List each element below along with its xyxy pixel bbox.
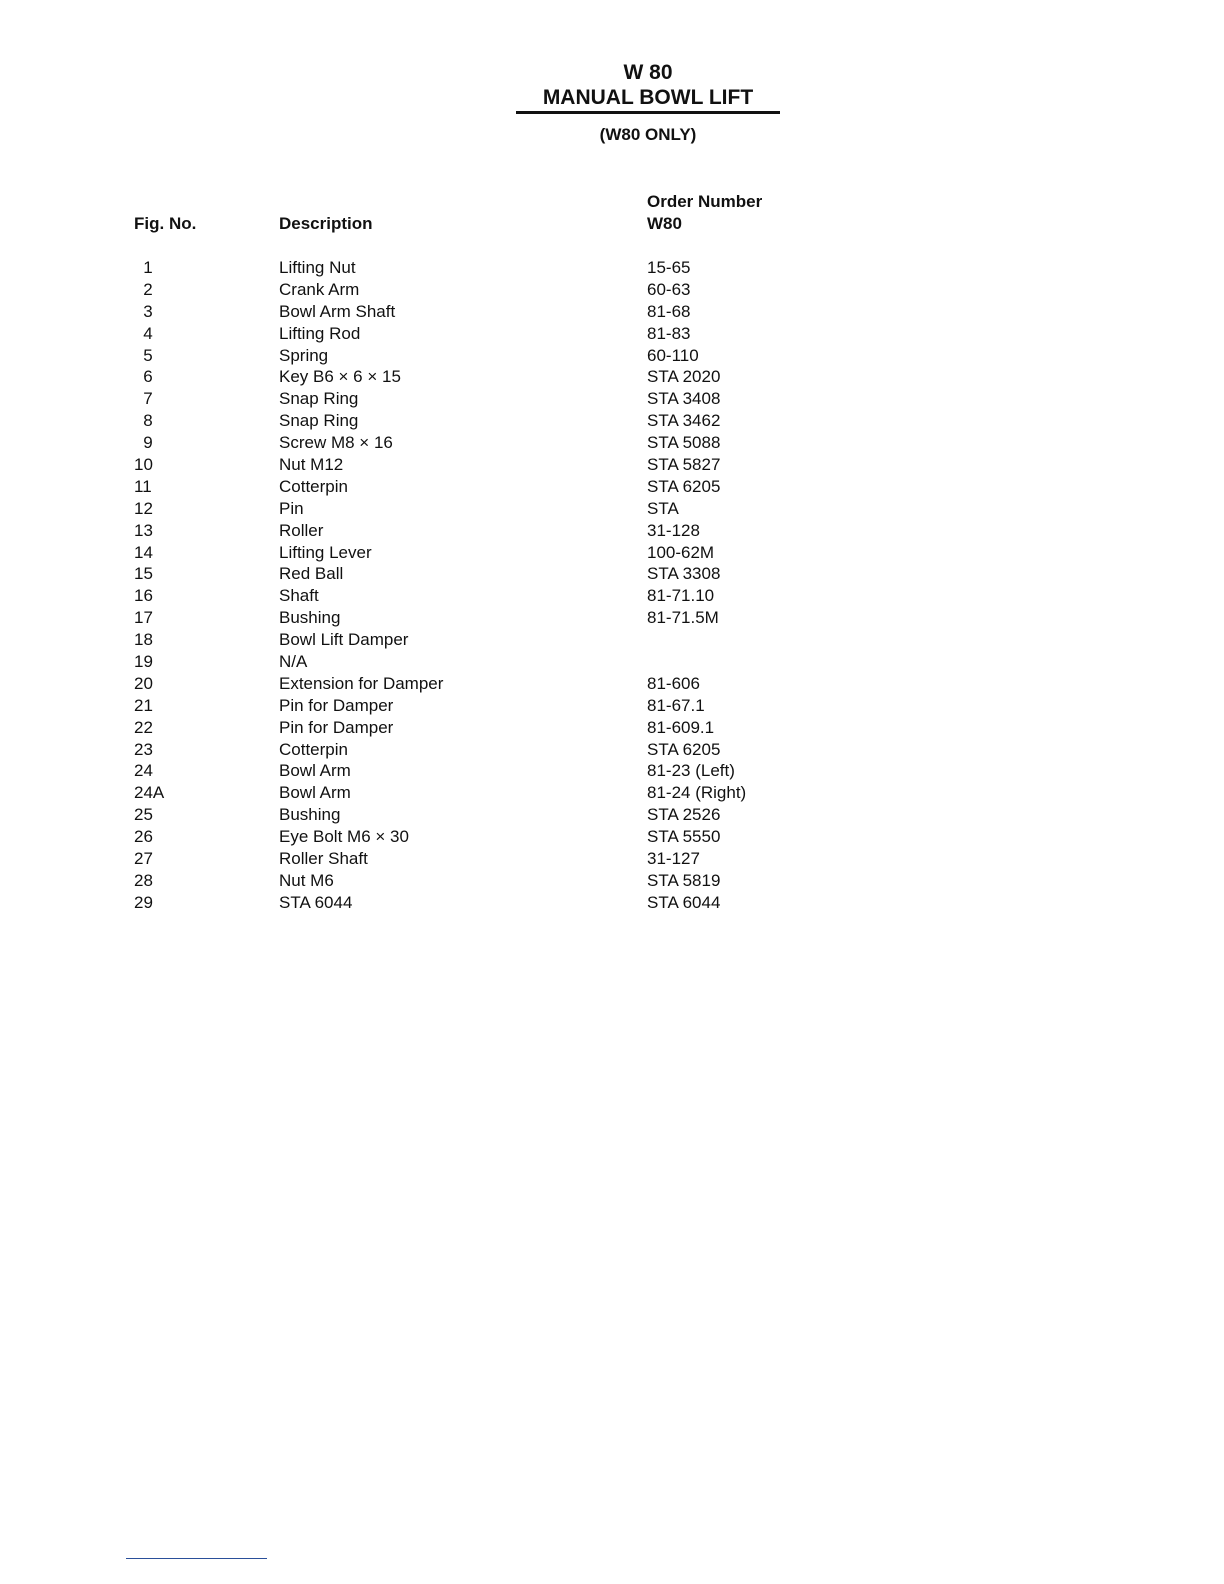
footnote-rule	[126, 1558, 267, 1559]
description-cell: Lifting Rod	[279, 323, 361, 343]
order-number-cell: STA 5819	[647, 870, 721, 890]
order-number-cell: 60-110	[647, 345, 699, 365]
header-description: Description	[279, 214, 373, 233]
order-number-cell: STA 3462	[647, 411, 721, 431]
description-cell: Shaft	[279, 586, 319, 606]
table-row	[0, 607, 1224, 629]
table-row	[0, 782, 1224, 804]
table-row	[0, 454, 1224, 476]
description-cell: STA 6044	[279, 892, 353, 912]
table-row	[0, 520, 1224, 542]
order-number-cell: STA 2020	[647, 367, 721, 387]
table-row	[0, 257, 1224, 279]
order-number-cell: 81-24 (Right)	[647, 783, 747, 803]
document-subject: MANUAL BOWL LIFT	[542, 86, 754, 109]
description-cell: Lifting Nut	[279, 258, 356, 277]
table-row	[0, 870, 1224, 892]
header-order-number-label: Order Number	[647, 192, 763, 211]
description-cell: Snap Ring	[279, 411, 359, 431]
order-number-cell: 81-609.1	[647, 717, 715, 737]
description-cell: Red Ball	[279, 564, 344, 584]
fig-no-cell: 4	[143, 323, 153, 343]
fig-no-cell: 24	[134, 761, 153, 781]
fig-no-cell: 21	[134, 695, 153, 715]
description-cell: Bowl Arm Shaft	[279, 301, 396, 321]
fig-no-cell: 10	[134, 455, 153, 475]
table-row	[0, 301, 1224, 323]
description-cell: Pin	[279, 498, 304, 518]
order-number-cell: STA 6044	[647, 892, 721, 912]
table-row	[0, 760, 1224, 782]
description-cell: Pin for Damper	[279, 717, 394, 737]
order-number-cell: STA 6205	[647, 739, 721, 759]
document-title: W 80	[623, 61, 673, 84]
description-cell: Bowl Arm	[279, 761, 351, 781]
order-number-cell: STA 5827	[647, 455, 721, 475]
order-number-cell: STA 5550	[647, 827, 721, 847]
fig-no-cell: 11	[134, 476, 152, 496]
table-row	[0, 279, 1224, 301]
table-row	[0, 739, 1224, 761]
fig-no-cell: 14	[134, 542, 153, 562]
table-row	[0, 323, 1224, 345]
fig-no-cell: 9	[143, 433, 153, 453]
order-number-cell: 81-71.5M	[647, 608, 719, 628]
table-row	[0, 804, 1224, 826]
description-cell: Bushing	[279, 608, 341, 628]
order-number-cell: STA 2526	[647, 805, 721, 825]
fig-no-cell: 27	[134, 849, 153, 869]
order-number-cell: 31-127	[647, 849, 700, 869]
order-number-cell: STA 6205	[647, 476, 721, 496]
description-cell: Roller Shaft	[279, 849, 368, 869]
table-row	[0, 651, 1224, 673]
fig-no-cell: 25	[134, 805, 153, 825]
table-row	[0, 388, 1224, 410]
table-row	[0, 673, 1224, 695]
document-subtitle: (W80 ONLY)	[599, 125, 697, 144]
order-number-cell: 81-67.1	[647, 695, 705, 715]
description-cell: Bowl Arm	[279, 783, 351, 803]
description-cell: Nut M12	[279, 455, 344, 475]
table-row	[0, 585, 1224, 607]
fig-no-cell: 29	[134, 892, 153, 912]
description-cell: Cotterpin	[279, 476, 348, 496]
fig-no-cell: 16	[134, 586, 153, 606]
order-number-cell: 81-83	[647, 323, 691, 343]
table-row	[0, 542, 1224, 564]
order-number-cell: 81-606	[647, 673, 700, 693]
order-number-cell: 81-68	[647, 301, 691, 321]
description-cell: Pin for Damper	[279, 695, 394, 715]
fig-no-cell: 6	[143, 367, 153, 387]
order-number-cell: 100-62M	[647, 542, 715, 562]
fig-no-cell: 2	[143, 279, 153, 299]
order-number-cell: 31-128	[647, 520, 700, 540]
description-cell: Cotterpin	[279, 739, 348, 759]
description-cell: Snap Ring	[279, 389, 359, 409]
title-block	[516, 60, 780, 110]
description-cell: Screw M8 × 16	[279, 433, 393, 453]
order-number-cell: STA	[647, 498, 679, 518]
fig-no-cell: 13	[134, 520, 153, 540]
fig-no-cell: 5	[143, 345, 153, 365]
fig-no-cell: 8	[143, 411, 153, 431]
fig-no-cell: 24A	[134, 783, 165, 803]
table-row	[0, 476, 1224, 498]
fig-no-cell: 1	[143, 258, 153, 277]
fig-no-cell: 15	[134, 564, 153, 584]
title-underline	[516, 111, 780, 114]
fig-no-cell: 26	[134, 827, 153, 847]
table-row	[0, 629, 1224, 651]
description-cell: Bushing	[279, 805, 341, 825]
description-cell: Nut M6	[279, 870, 334, 890]
description-cell: N/A	[279, 652, 308, 672]
order-number-cell: 81-23 (Left)	[647, 761, 735, 781]
table-row	[0, 432, 1224, 454]
fig-no-cell: 17	[134, 608, 153, 628]
description-cell: Crank Arm	[279, 279, 360, 299]
description-cell: Extension for Damper	[279, 673, 444, 693]
header-fig-no: Fig. No.	[134, 214, 197, 233]
fig-no-cell: 23	[134, 739, 153, 759]
fig-no-cell: 19	[134, 652, 153, 672]
fig-no-cell: 12	[134, 498, 153, 518]
order-number-cell: STA 3408	[647, 389, 721, 409]
fig-no-cell: 18	[134, 630, 153, 650]
fig-no-cell: 7	[143, 389, 153, 409]
table-row	[0, 410, 1224, 432]
description-cell: Roller	[279, 520, 324, 540]
table-row	[0, 498, 1224, 520]
table-row	[0, 345, 1224, 367]
description-cell: Eye Bolt M6 × 30	[279, 827, 409, 847]
order-number-cell: STA 3308	[647, 564, 721, 584]
description-cell: Spring	[279, 345, 329, 365]
order-number-cell: STA 5088	[647, 433, 721, 453]
table-row	[0, 717, 1224, 739]
table-row	[0, 563, 1224, 585]
header-order-number	[647, 191, 762, 235]
table-row	[0, 826, 1224, 848]
header-order-number-model: W80	[647, 214, 682, 233]
order-number-cell: 60-63	[647, 279, 691, 299]
fig-no-cell: 28	[134, 870, 153, 890]
table-row	[0, 366, 1224, 388]
order-number-cell: 15-65	[647, 258, 691, 277]
table-row	[0, 848, 1224, 870]
fig-no-cell: 22	[134, 717, 153, 737]
description-cell: Lifting Lever	[279, 542, 372, 562]
table-row	[0, 892, 1224, 914]
fig-no-cell: 3	[143, 301, 153, 321]
table-row	[0, 695, 1224, 717]
fig-no-cell: 20	[134, 673, 153, 693]
description-cell: Key B6 × 6 × 15	[279, 367, 401, 387]
parts-table	[0, 257, 1224, 914]
description-cell: Bowl Lift Damper	[279, 630, 409, 650]
order-number-cell: 81-71.10	[647, 586, 715, 606]
